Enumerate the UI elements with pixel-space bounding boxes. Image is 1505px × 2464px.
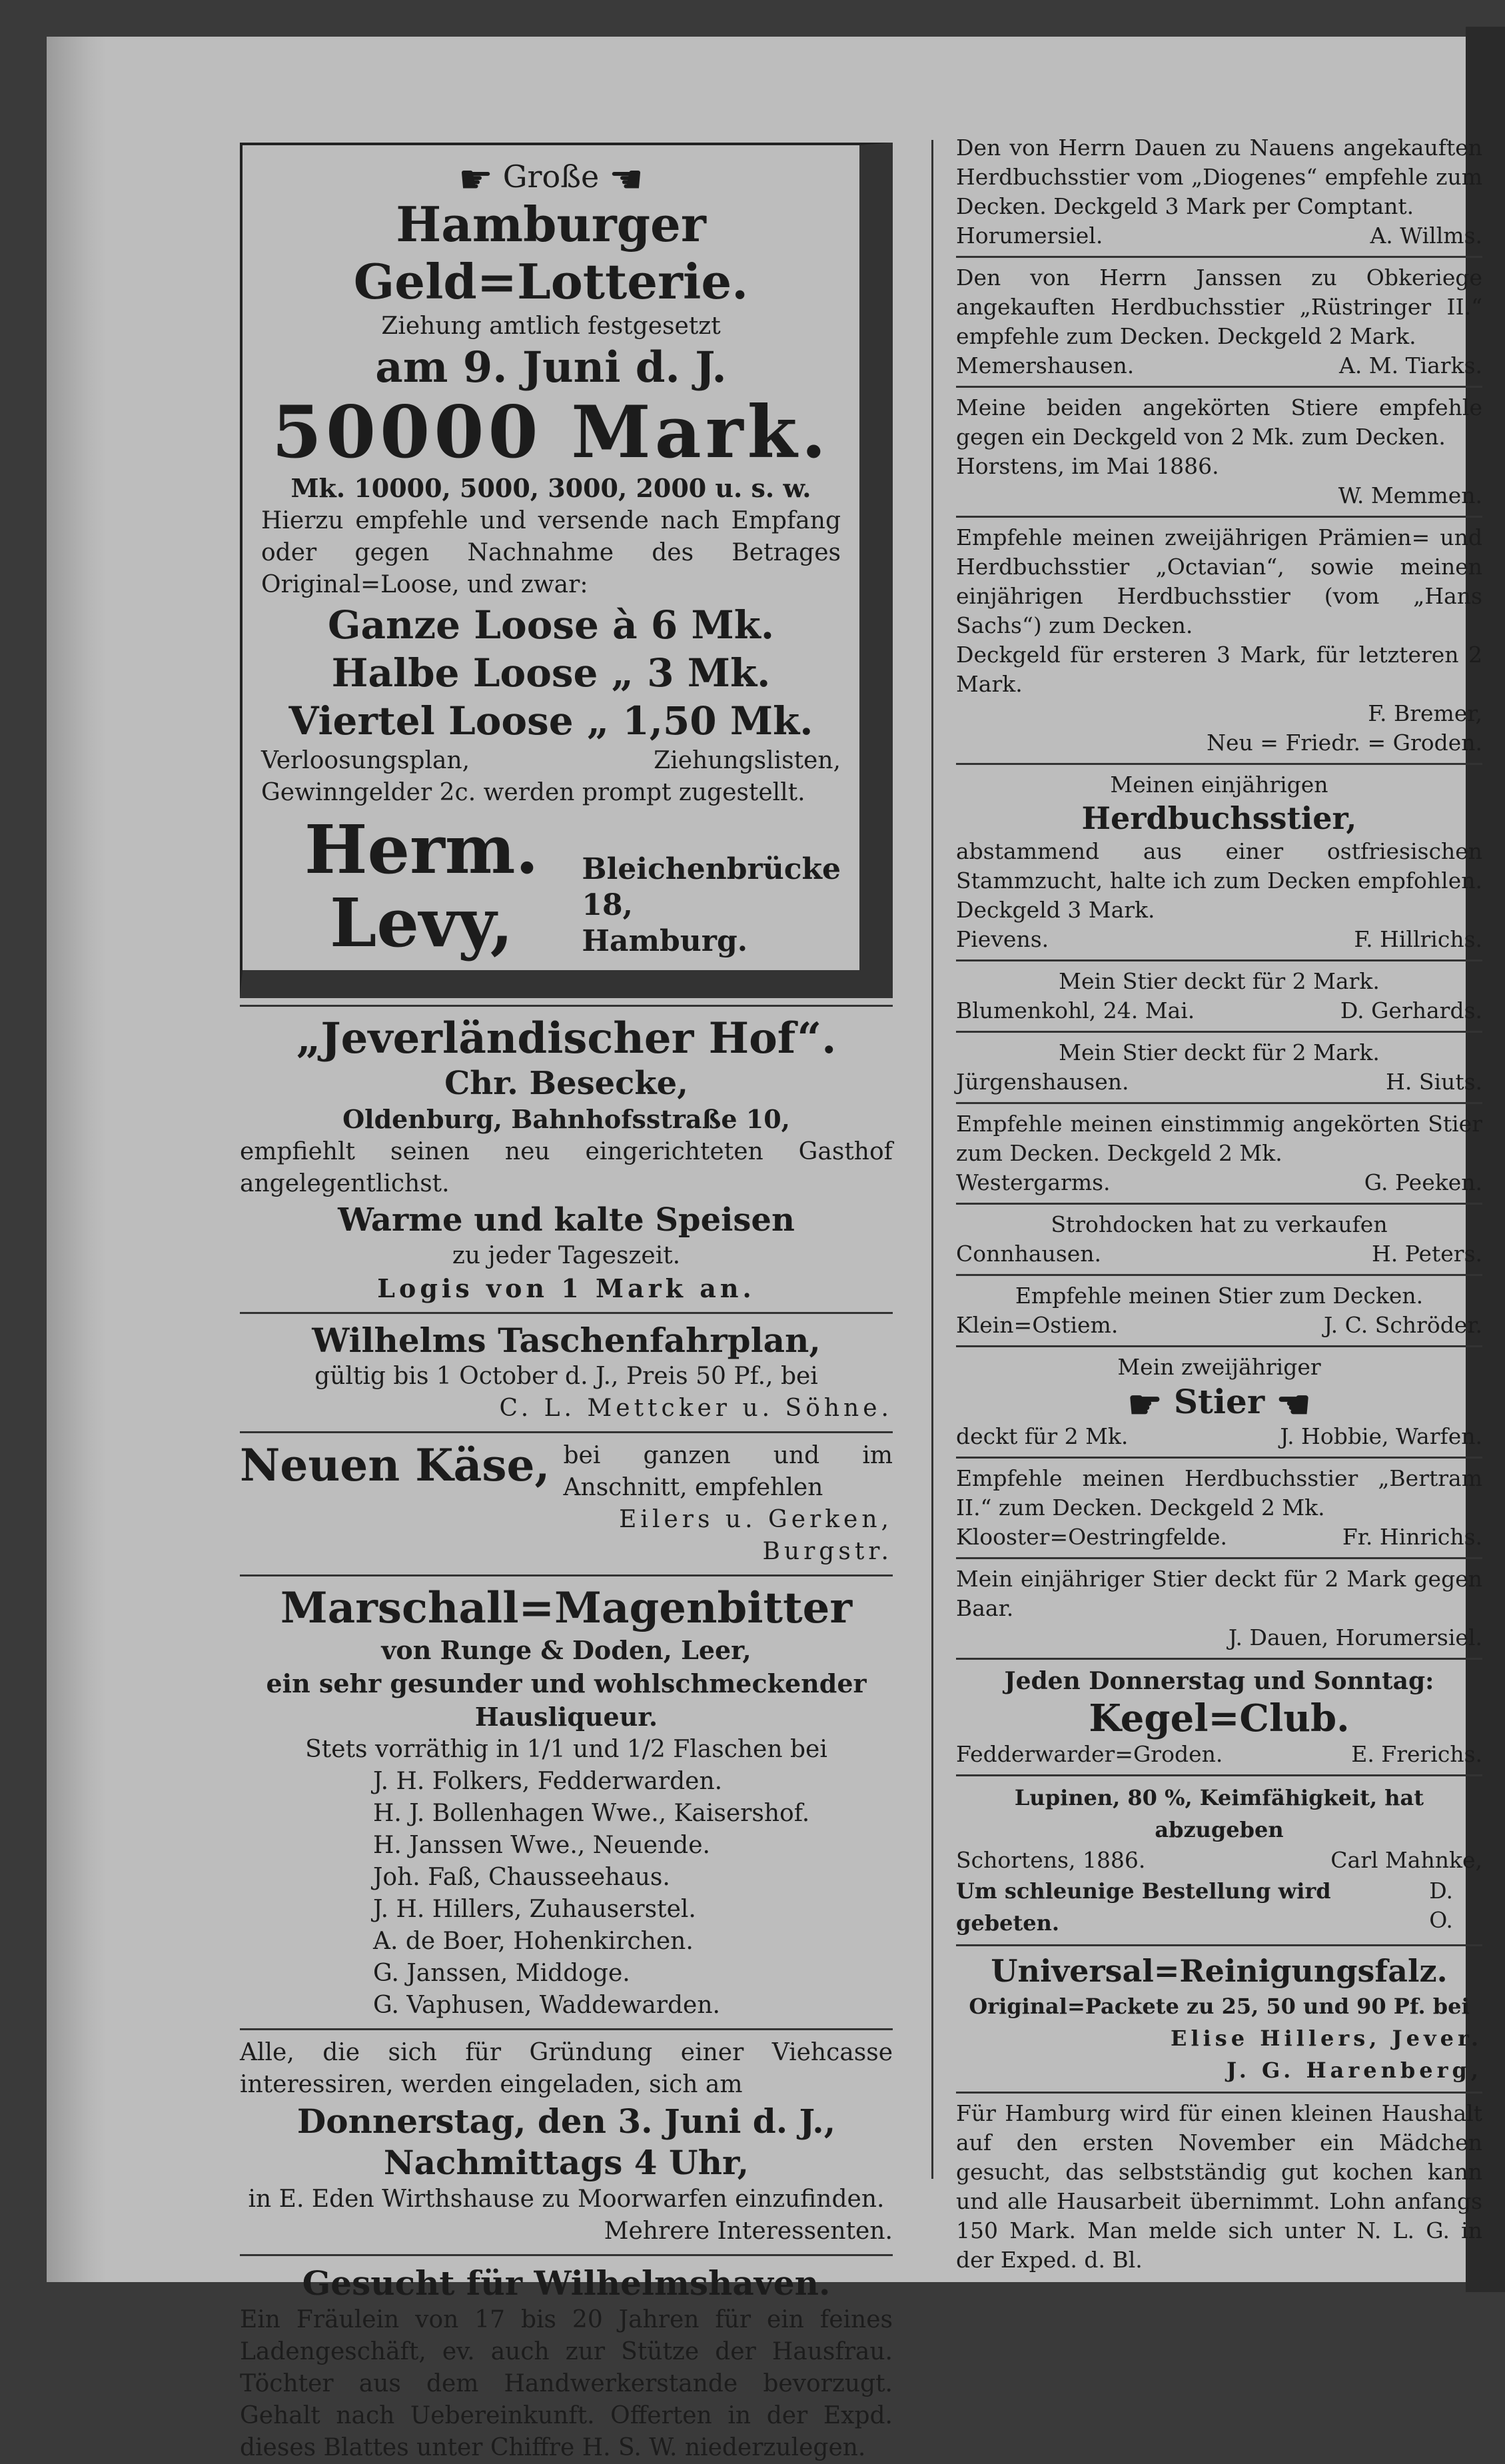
ad-sign: J. G. Harenberg, <box>1227 2058 1482 2083</box>
magenbitter-ad <box>240 1583 893 2022</box>
gesucht-text: Ein Fräulein von 17 bis 20 Jahren für ein feines Ladengeschäft, ev. auch zur Stütze der Hausfrau. Töchter aus dem Handwerkerstande bevorzugt. Gehalt nach Uebereinkunft. Offerten in der Expd. dieses Blattes unter Chiffre H. S. W. niederzulegen. <box>240 2306 893 2461</box>
ad-sign: Fr. Hinrichs. <box>1342 1524 1482 1550</box>
pointing-hand-left-icon: ☚ <box>608 157 644 202</box>
list-item: G. Janssen, Middoge. <box>373 1960 630 1987</box>
ad-sign: A. Willms. <box>1370 223 1482 249</box>
ad-place: Jürgenshausen. <box>956 1069 1129 1095</box>
separator <box>956 763 1482 765</box>
separator <box>240 2028 893 2030</box>
page-spine-shadow <box>47 37 107 2282</box>
ad-sign: G. Peeken. <box>1364 1169 1482 1195</box>
separator <box>956 1102 1482 1104</box>
pointing-hand-left-icon: ☚ <box>1276 1382 1311 1427</box>
separator <box>956 516 1482 518</box>
list-item: G. Vaphusen, Waddewarden. <box>373 1992 720 2019</box>
list-item: H. J. Bollenhagen Wwe., Kaisershof. <box>373 1800 810 1827</box>
fahrplan-seller: C. L. Mettcker u. Söhne. <box>499 1395 893 1422</box>
gesucht-title: Gesucht für Wilhelmshaven. <box>302 2263 831 2303</box>
lottery-price-half: Halbe Loose „ 3 Mk. <box>331 650 771 696</box>
ad-sign-place: Neu = Friedr. = Groden. <box>1207 730 1482 756</box>
lottery-info: Verloosungsplan, Ziehungslisten, Gewinngelder 2c. werden prompt zugestellt. <box>261 747 841 806</box>
fahrplan-title: Wilhelms Taschenfahrplan, <box>312 1321 821 1360</box>
list-item: J. H. Folkers, Fedderwarden. <box>373 1768 723 1795</box>
lottery-seller-street: Bleichenbrücke 18, <box>582 852 841 922</box>
separator <box>956 1658 1482 1660</box>
ad-sign: D. Gerhards. <box>1340 997 1482 1023</box>
ad-sign: H. Peters. <box>1372 1241 1482 1267</box>
hamburg-maedchen-ad <box>956 2099 1482 2275</box>
separator <box>956 1274 1482 1276</box>
ad-sign: H. Siuts. <box>1386 1069 1482 1095</box>
magenbitter-title: Marschall=Magenbitter <box>280 1583 853 1633</box>
ad-title: Herdbuchsstier, <box>1081 800 1357 836</box>
kaese-seller: Eilers u. Gerken, Burgstr. <box>619 1506 893 1565</box>
ad-text: Mein einjähriger Stier deckt für 2 Mark gegen Baar. <box>956 1566 1482 1621</box>
ad-intro: Jeden Donnerstag und Sonntag: <box>1004 1667 1434 1695</box>
jever-time: zu jeder Tageszeit. <box>452 1242 681 1269</box>
separator <box>956 1457 1482 1459</box>
ad-text: deckt für 2 Mk. <box>956 1423 1129 1449</box>
ad-place: Blumenkohl, 24. Mai. <box>956 997 1195 1023</box>
column-divider <box>931 140 933 2179</box>
reinigungsfalz-ad <box>956 1952 1482 2086</box>
ad-text: Empfehle meinen einstimmig angekörten Stier zum Decken. Deckgeld 2 Mk. <box>956 1111 1482 1166</box>
stier-ad-hinrichs <box>956 1464 1482 1552</box>
magenbitter-maker: von Runge & Doden, Leer, <box>381 1635 752 1665</box>
magenbitter-seller-list <box>240 1766 893 2022</box>
jever-address: Oldenburg, Bahnhofsstraße 10, <box>342 1104 790 1134</box>
stier-ad-gerhards <box>956 967 1482 1025</box>
ad-note: Um schleunige Bestellung wird gebeten. <box>956 1878 1331 1936</box>
stier-ad-hobbie <box>956 1353 1482 1451</box>
separator <box>956 1944 1482 1946</box>
separator <box>240 2254 893 2256</box>
list-item: H. Janssen Wwe., Neuende. <box>373 1832 710 1859</box>
ad-sign: Elise Hillers, Jever. <box>1171 2026 1482 2051</box>
separator <box>956 386 1482 388</box>
viehcasse-date: Donnerstag, den 3. Juni d. J., <box>296 2102 836 2141</box>
viehcasse-text: Alle, die sich für Gründung einer Viehcasse interessiren, werden eingeladen, sich am <box>240 2039 893 2098</box>
fahrplan-text: gültig bis 1 October d. J., Preis 50 Pf., bei <box>314 1363 818 1390</box>
stier-ad-siuts <box>956 1038 1482 1097</box>
stier-ad-schroeder <box>956 1281 1482 1340</box>
ad-place: Fedderwarder=Groden. <box>956 1741 1223 1767</box>
ad-text: Mein Stier deckt für 2 Mark. <box>1059 1039 1380 1065</box>
lottery-line1: Große <box>502 159 600 195</box>
separator <box>956 1345 1482 1347</box>
stier-ad-tiarks <box>956 263 1482 380</box>
ad-sign: F. Bremer, <box>1368 700 1482 726</box>
separator <box>240 1005 893 1007</box>
ad-place: Westergarms. <box>956 1169 1111 1195</box>
ad-place: Schortens, 1886. <box>956 1847 1146 1873</box>
separator <box>956 2092 1482 2094</box>
stier-ad-hillrichs <box>956 770 1482 954</box>
pointing-hand-right-icon: ☛ <box>1127 1382 1163 1427</box>
ad-text: Strohdocken hat zu verkaufen <box>1051 1211 1388 1237</box>
ad-text: Meine beiden angekörten Stiere empfehle gegen ein Deckgeld von 2 Mk. zum Decken. <box>956 394 1482 450</box>
separator <box>240 1312 893 1314</box>
separator <box>956 1203 1482 1205</box>
lottery-draw: Ziehung amtlich festgesetzt <box>381 312 721 340</box>
lottery-prize: 50000 Mark. <box>271 390 831 474</box>
lottery-ad <box>240 143 893 998</box>
ad-place: Klooster=Oestringfelde. <box>956 1524 1228 1550</box>
lottery-amounts: Mk. 10000, 5000, 3000, 2000 u. s. w. <box>290 473 811 503</box>
fahrplan-ad <box>240 1321 893 1425</box>
ad-text: Empfehle meinen Stier zum Decken. <box>1015 1283 1424 1309</box>
ad-title: Kegel=Club. <box>1089 1696 1350 1740</box>
stier-ad-dauen <box>956 1564 1482 1652</box>
ad-sign: Carl Mahnke, <box>1330 1847 1482 1873</box>
ad-place: Memershausen. <box>956 352 1135 378</box>
lottery-price-whole: Ganze Loose à 6 Mk. <box>327 602 775 648</box>
lottery-seller-city: Hamburg. <box>582 924 748 958</box>
ad-sign: W. Memmen. <box>1338 482 1482 508</box>
ad-text: Den von Herrn Dauen zu Nauens angekauften Herdbuchsstier vom „Diogenes“ empfehle zum Decken. Deckgeld 3 Mark per Comptant. <box>956 135 1482 219</box>
ad-sign: J. Dauen, Horumersiel. <box>1228 1624 1482 1650</box>
kaese-text: bei ganzen und im Anschnitt, empfehlen <box>563 1442 893 1501</box>
stier-ad-bremer <box>956 523 1482 758</box>
kegelclub-ad <box>956 1665 1482 1769</box>
ad-text: Original=Packete zu 25, 50 und 90 Pf. bei <box>969 1994 1470 2019</box>
ad-text: abstammend aus einer ostfriesischen Stammzucht, halte ich zum Decken empfohlen. Deckgeld 3 Mark. <box>956 838 1482 923</box>
viehcasse-sign: Mehrere Interessenten. <box>604 2217 893 2245</box>
pointing-hand-right-icon: ☛ <box>458 157 494 202</box>
ad-title: Stier <box>1173 1382 1265 1421</box>
list-item: Joh. Faß, Chausseehaus. <box>373 1864 670 1891</box>
ad-text: Für Hamburg wird für einen kleinen Haushalt auf den ersten November ein Mädchen gesucht, das selbstständig gut kochen kann und alle Hausarbeit übernimmt. Lohn anfangs 150 Mark. Man melde sich unter N. L. G. in der Exped. d. Bl. <box>956 2100 1482 2273</box>
ad-intro: Mein zweijähriger <box>1117 1354 1321 1380</box>
lottery-body: Hierzu empfehle und versende nach Empfang oder gegen Nachnahme des Betrages Original=Loose, und zwar: <box>261 507 841 598</box>
lottery-title: Hamburger Geld=Lotterie. <box>353 196 749 310</box>
viehcasse-ad <box>240 2037 893 2247</box>
ad-text: Empfehle meinen zweijährigen Prämien= und Herdbuchsstier „Octavian“, sowie meinen einjährigen Herdbuchsstier (vom „Hans Sachs“) zum Decken. <box>956 524 1482 638</box>
right-column <box>956 133 1482 2275</box>
separator <box>956 1031 1482 1033</box>
jever-ad <box>240 1013 893 1305</box>
kaese-title: Neuen Käse, <box>240 1439 550 1491</box>
stier-ad-memmen <box>956 393 1482 510</box>
jever-owner: Chr. Besecke, <box>444 1065 688 1102</box>
list-item: A. de Boer, Hohenkirchen. <box>373 1928 694 1955</box>
lottery-seller-name: Herm. Levy, <box>304 810 539 962</box>
separator <box>956 256 1482 258</box>
ad-sign: J. C. Schröder. <box>1324 1312 1482 1338</box>
ad-place: Horstens, im Mai 1886. <box>956 453 1219 479</box>
lottery-date: am 9. Juni d. J. <box>375 342 727 392</box>
stier-ad-peeken <box>956 1109 1482 1197</box>
separator <box>956 959 1482 961</box>
ad-sign: F. Hillrichs. <box>1354 926 1482 952</box>
ad-place: Klein=Ostiem. <box>956 1312 1119 1338</box>
jever-food: Warme und kalte Speisen <box>338 1201 795 1239</box>
separator <box>240 1574 893 1576</box>
gesucht-ad <box>240 2263 893 2464</box>
ad-note-sign: D. O. <box>1429 1878 1453 1933</box>
ad-text: Mein Stier deckt für 2 Mark. <box>1059 968 1380 994</box>
jever-title: „Jeverländischer Hof“. <box>296 1013 837 1063</box>
viehcasse-time: Nachmittags 4 Uhr, <box>383 2143 750 2182</box>
ad-fee: Deckgeld für ersteren 3 Mark, für letzteren 2 Mark. <box>956 642 1482 697</box>
lottery-price-quarter: Viertel Loose „ 1,50 Mk. <box>288 698 813 744</box>
stier-ad-willms <box>956 133 1482 251</box>
ad-text: Empfehle meinen Herdbuchsstier „Bertram II.“ zum Decken. Deckgeld 2 Mk. <box>956 1465 1482 1521</box>
kaese-ad <box>240 1440 893 1568</box>
ad-text: Lupinen, 80 %, Keimfähigkeit, hat abzugeben <box>1014 1785 1424 1842</box>
jever-text: empfiehlt seinen neu eingerichteten Gasthof angelegentlichst. <box>240 1138 893 1197</box>
ad-place: Connhausen. <box>956 1241 1102 1267</box>
ad-text: Den von Herrn Janssen zu Obkeriege angekauften Herdbuchsstier „Rüstringer II.“ empfehle zum Decken. Deckgeld 2 Mark. <box>956 265 1482 349</box>
jever-logis: Logis von 1 Mark an. <box>377 1273 755 1303</box>
separator <box>956 1774 1482 1776</box>
magenbitter-stock: Stets vorräthig in 1/1 und 1/2 Flaschen bei <box>305 1736 827 1763</box>
ad-title: Universal=Reinigungsfalz. <box>991 1953 1448 1989</box>
ad-intro: Meinen einjährigen <box>1110 772 1328 798</box>
lupinen-ad <box>956 1782 1482 1939</box>
left-column <box>240 133 893 2464</box>
ad-place: Pievens. <box>956 926 1049 952</box>
strohdocken-ad <box>956 1210 1482 1269</box>
ad-place: Horumersiel. <box>956 223 1103 249</box>
list-item: J. H. Hillers, Zuhauserstel. <box>373 1896 696 1923</box>
viehcasse-place: in E. Eden Wirthshause zu Moorwarfen einzufinden. <box>248 2185 885 2213</box>
ad-sign: E. Frerichs. <box>1351 1741 1482 1767</box>
ad-sign: J. Hobbie, Warfen. <box>1280 1423 1482 1449</box>
separator <box>240 1431 893 1433</box>
ad-sign: A. M. Tiarks. <box>1338 352 1482 378</box>
separator <box>956 1557 1482 1559</box>
magenbitter-desc: ein sehr gesunder und wohlschmeckender Hausliqueur. <box>266 1668 867 1732</box>
